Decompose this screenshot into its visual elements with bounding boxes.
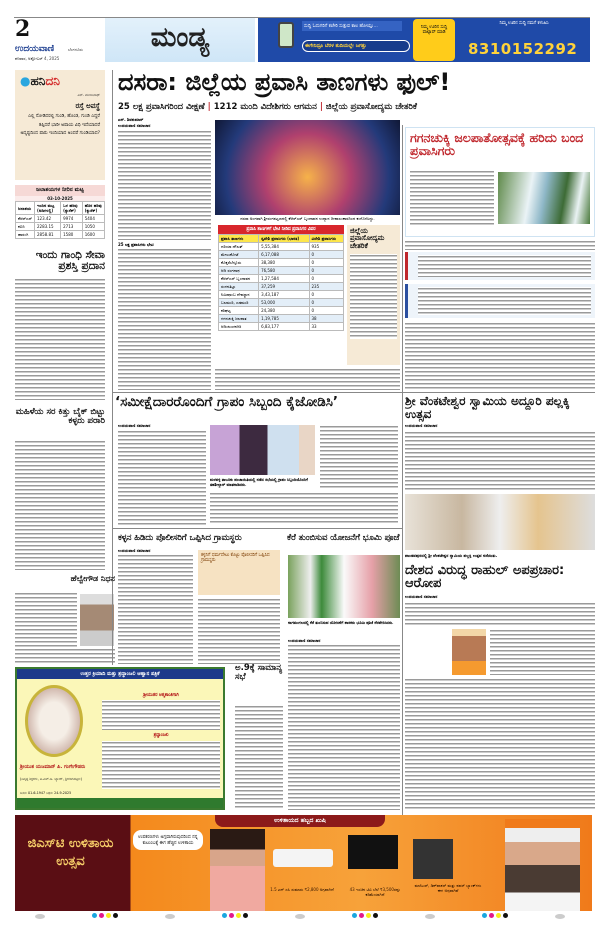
venkatesh-caption: ಪಾಂಡವಪುರದಲ್ಲಿ ಶ್ರೀ ವೆಂಕಟೇಶ್ವರ ಸ್ವಾಮಿಯ ಪಲ್ಲಕ್ಕಿ ಉತ್ಸವ ನಡೆಯಿತು. — [405, 553, 498, 559]
table-row — [219, 307, 344, 315]
table-cell: 24,380 — [259, 307, 309, 315]
gagan-body2 — [405, 240, 595, 250]
palanquin-photo — [405, 494, 595, 550]
table-cell: 76,580 — [259, 267, 309, 275]
ad-right-text: ನಿಮ್ಮ ಊರಿನ ಸುದ್ದಿ ನಮಗೆ ಕಳುಹಿಸಿ — [499, 21, 549, 26]
whatsapp-ad — [258, 18, 590, 62]
logo-dani: ದನಿ — [45, 74, 60, 88]
table-cell: 53,000 — [259, 299, 309, 307]
desk: ಉದಯವಾಣಿ ಸಮಾಚಾರ — [118, 548, 151, 553]
table-cell: ಕೆಆರ್‌ಎಸ್ — [16, 215, 35, 223]
tribute-ad — [15, 667, 225, 810]
table-cell: 2283.15 — [35, 223, 61, 231]
table-cell: 1050 — [82, 223, 104, 231]
survey-body-3 — [320, 425, 398, 490]
tourism-sidebox — [347, 225, 400, 365]
sub-2: 1212 ಮಂದಿ ವಿದೇಶಿಗರು ಆಗಮನ — [213, 102, 317, 112]
page-number: 2 — [15, 16, 31, 42]
deceased-name: ಶ್ರೀಯುತ ಯಜಮಾನ್ ಪಿ. ಗಂಗೇಗೌಡರು — [20, 764, 86, 770]
lake-headline: ಕೆರೆ ತುಂಬಿಸುವ ಯೋಜನೆಗೆ ಭೂಮಿ ಪೂಜೆ — [287, 532, 400, 542]
quote-box-2 — [405, 284, 595, 318]
gst-title: ಜಿಎಸ್‌ಟಿ ಉಳಿತಾಯ ಉತ್ಸವ — [27, 836, 114, 869]
table-cell: 38 — [309, 315, 343, 323]
tribute-footer — [17, 798, 223, 808]
desk: ಉದಯವಾಣಿ ಸಮಾಚಾರ — [118, 423, 151, 428]
ad-badge: ನಿಮ್ಮ ಊರಿನ ಸುದ್ದಿ ವಾಟ್ಸಾಪ್ ಮಾಡಿ — [413, 19, 455, 61]
paper-name: ಉದಯವಾಣಿ — [15, 44, 55, 54]
desk: ಉದಯವಾಣಿ ಸಮಾಚಾರ — [288, 638, 321, 643]
tourism-table — [218, 225, 344, 331]
obit-body2 — [15, 648, 115, 664]
gandhi-headline: ಇಂದು ಗಾಂಧಿ ಸೇವಾ ಪ್ರಶಸ್ತಿ ಪ್ರದಾನ — [35, 249, 105, 273]
main-caption: ದಸರಾ ಅಂಗವಾಗಿ ಶ್ರೀರಂಗಪಟ್ಟಣದಲ್ಲಿ ಕೆಆರ್‌ಎಸ್ ಬೃಂದಾವನ ಉದ್ಯಾನ ದೀಪಾಲಂಕಾರದಿಂದ ಕಂಗೊಳಿಸಿದ್ದು. — [240, 216, 375, 221]
tribute-heading: ಶ್ರೀಯುತರ ಆತ್ಮಶಾಂತಿಗಾಗಿ — [143, 693, 179, 698]
table-cell: 2713 — [61, 223, 83, 231]
table-cell: 37,259 — [259, 283, 309, 291]
ad-line1: ಸುದ್ದಿ ಓದುಗರಿಗೆ ಕಚೇರಿ ಸುತ್ತುವ ಕಾಲ ಹೋಯ್ತು... — [302, 21, 402, 31]
table-row — [219, 275, 344, 283]
section-title: ಮಂಡ್ಯ — [150, 22, 210, 53]
main-body-1 — [118, 130, 211, 240]
table-row — [219, 243, 344, 251]
gagan-body — [410, 170, 494, 225]
table-row — [219, 259, 344, 267]
gagan-box — [405, 127, 595, 237]
thief-body — [118, 554, 193, 664]
sub-1: 25 ಲಕ್ಷ ಪ್ರವಾಸಿಗರಿಂದ ವೀಕ್ಷಣೆ — [118, 102, 205, 112]
table-cell: ಗಗನಚುಕ್ಕಿ ಜಲಪಾತ — [219, 315, 259, 323]
edition: ಬೆಂಗಳೂರು — [68, 47, 83, 52]
main-body-3 — [215, 368, 400, 390]
meeting-headline: ಅ.9ಕ್ಕೆ ಸಾಮಾನ್ಯ ಸಭೆ — [235, 663, 283, 682]
logo-hani: ಹನಿ — [30, 74, 46, 88]
gagan-body3 — [405, 322, 595, 390]
tribute-text — [102, 700, 220, 730]
divider — [112, 392, 595, 393]
tourism-title: ಪ್ರವಾಸಿ ತಾಣಗಳಿಗೆ ಭೇಟಿ ನೀಡಿದ ಪ್ರವಾಸಿಗರ ವಿವರ — [218, 225, 344, 234]
table-row — [16, 231, 105, 239]
desk: ಉದಯವಾಣಿ ಸಮಾಚಾರ — [405, 594, 438, 600]
table-cell: ಕೊಕ್ಕರೆಬೆಳ್ಳೂರು — [219, 259, 259, 267]
table-cell: 935 — [309, 243, 343, 251]
column-header: ವಿದೇಶಿ ಪ್ರವಾಸಿಗರು — [309, 235, 343, 243]
rahul-story-photo — [452, 629, 486, 675]
ac-image — [273, 849, 333, 867]
table-row — [219, 291, 344, 299]
table-cell: 38,380 — [259, 259, 309, 267]
table-cell: 6,17,088 — [259, 251, 309, 259]
column-divider — [402, 125, 403, 885]
column-header: ಜಲಾಶಯ — [16, 202, 35, 215]
table-row — [219, 323, 344, 331]
table-cell: ಆದಿ ರಂಗನಾಥ — [219, 267, 259, 275]
desk: ಉದಯವಾಣಿ ಸಮಾಚಾರ — [118, 123, 151, 128]
gst-banner: ಉಳಿತಾಯದ ಹಬ್ಬದ ಖುಷಿ — [215, 815, 385, 827]
table-cell: 1,19,785 — [259, 315, 309, 323]
waterfall-photo — [498, 172, 590, 224]
bhoomi-puja-photo — [288, 555, 400, 618]
table-cell: 1600 — [82, 231, 104, 239]
table-cell: 3,43,187 — [259, 291, 309, 299]
pm-photo — [505, 819, 580, 911]
rahul-headline: ದೇಶದ ವಿರುದ್ಧ ರಾಹುಲ್ ಅಪಪ್ರಚಾರ: ಆರೋಪ — [405, 562, 565, 592]
table-cell: 0 — [309, 267, 343, 275]
divider — [112, 528, 402, 529]
thief-body-2 — [198, 598, 280, 664]
lake-caption: ನಾಗಮಂಗಲದಲ್ಲಿ ಕೆರೆ ತುಂಬಿಸುವ ಯೋಜನೆಗೆ ಶಾಸಕರು ಭೂಮಿ ಪೂಜೆ ನೆರವೇರಿಸಿದರು. — [288, 620, 394, 625]
sidebox-title: ಜಿಲ್ಲೆಯ ಪ್ರವಾಸೋದ್ಯಮ ಚೇತರಿಕೆ — [350, 227, 385, 250]
rahul-photo-row — [405, 629, 595, 675]
table-cell: ಕೆಆರ್‌ಎಸ್ ಬೃಂದಾವನ — [219, 275, 259, 283]
section-banner — [105, 18, 255, 62]
desk: ಉದಯವಾಣಿ ಸಮಾಚಾರ — [405, 423, 438, 429]
ad-phone: 8310152292 — [468, 40, 578, 58]
table-cell: ಕಬಿನಿ — [16, 223, 35, 231]
main-headline: ದಸರಾ: ಜಿಲ್ಲೆಯ ಪ್ರವಾಸಿ ತಾಣಗಳು ಫುಲ್! — [118, 68, 451, 96]
table-cell: ಹಾರಂಗಿ — [16, 231, 35, 239]
main-body-2 — [118, 248, 211, 390]
venkatesh-body — [405, 431, 595, 491]
column-header: ಒಳ ಹರಿವು (ಕ್ಯುಸೆಕ್) — [61, 202, 83, 215]
survey-body-2 — [210, 492, 398, 525]
drop-icon: ● — [20, 74, 31, 88]
table-cell: 0 — [309, 251, 343, 259]
table-cell: ನಿಮಿಷಾಂಬ ದೇವಸ್ಥಾನ — [219, 291, 259, 299]
gst-item-tv: 43 ಇಂಚಿನ ಟಿವಿ ಬೆಲೆ ₹3,500ರಷ್ಟು ಕಡಿಮೆಯಾಗಿದೆ — [349, 887, 401, 897]
table-cell: 0 — [309, 275, 343, 283]
table-row — [16, 223, 105, 231]
table-cell: 0 — [309, 259, 343, 267]
rahul-body-2 — [490, 629, 595, 675]
meeting-body — [235, 705, 283, 810]
tribute-text-2 — [102, 741, 220, 789]
chain-body — [15, 440, 105, 570]
column-header: ಇಂದಿನ ಮಟ್ಟ (ಅಡಿಗಳಲ್ಲಿ) — [35, 202, 61, 215]
gst-quote: ಉಪಕರಣಗಳು ಅಗ್ಗವಾಗಿರುವುದರಿಂದ ನನ್ನ ಕುಟುಂಬಕ್ಕೆ ಈಗ ಹೆಚ್ಚಿನ ಉಳಿತಾಯ — [133, 830, 203, 850]
sub-3: ಜಿಲ್ಲೆಯ ಪ್ರವಾಸೋದ್ಯಮ ಚೇತರಿಕೆ — [325, 102, 418, 112]
meeting-photo — [210, 425, 315, 475]
chain-headline: ಮಹಿಳೆಯ ಸರ ಕಿತ್ತು ಬೈಕ್ ಬಿಟ್ಟು ಕಳ್ಳರು ಪರಾರಿ — [15, 407, 105, 426]
table-cell: ಆದಿಚುಂಚನಗಿರಿ — [219, 323, 259, 331]
author: ಎನ್. ಮಂಜುನಾಥ್ — [77, 93, 100, 97]
table-cell: 5404 — [82, 215, 104, 223]
column-header: ಪ್ರವಾಸಿ ತಾಣಗಳು — [219, 235, 259, 243]
table-cell: 9974 — [61, 215, 83, 223]
reservoir-table — [15, 185, 105, 239]
thief-highlight-box: ಕಳ್ಳನಿಗೆ ಧರ್ಮದೇಟು ಕೊಟ್ಟು ಪೊಲೀಸರಿಗೆ ಒಪ್ಪಿಸಿದ ಗ್ರಾಮಸ್ಥರು — [198, 550, 280, 595]
reservoir-date: 03-10-2025 — [15, 196, 105, 201]
tribute-title: ಉತ್ತರ ಕ್ರಿಯಾದಿ ಮತ್ತು ಶ್ರದ್ಧಾಂಜಲಿ ಆಹ್ವಾನ ಪತ್ರಿಕೆ — [17, 669, 223, 679]
hani-dani-box — [15, 70, 105, 180]
dishwasher-image — [413, 839, 453, 879]
phone-icon — [278, 22, 294, 48]
gst-item-monitor: ಮಾನಿಟರ್, ಡಿಶ್‌ವಾಶರ್ ಮತ್ತು ಪವರ್ ಬ್ಯಾಂಕ್‌ಗಳು ಈಗ ಅಗ್ಗವಾಗಿವೆ — [414, 883, 482, 893]
table-row — [219, 267, 344, 275]
column-header: ಸ್ವದೇಶಿ ಪ್ರವಾಸಿಗರು (ಭಾರತ) — [259, 235, 309, 243]
obit-photo — [80, 594, 114, 646]
table-cell: ಮೇಲುಕೋಟೆ — [219, 251, 259, 259]
obit-body — [15, 592, 77, 647]
survey-body-1 — [118, 430, 206, 525]
gst-item-ac: 1.5 ಟನ್ ಎಸಿ ಸುಮಾರು ₹2,800 ಅಗ್ಗವಾಗಿದೆ — [270, 887, 334, 892]
table-cell: 0 — [309, 307, 343, 315]
table-row — [219, 283, 344, 291]
rahul-body-3 — [405, 678, 595, 810]
deceased-dates: ಜನನ: 01-6-1947 ನಿಧನ: 24-9-2025 — [20, 791, 72, 795]
byline: ಎನ್. ಶಿವಕುಮಾರ್ — [118, 117, 144, 122]
table-cell: ದರಿಯಾ ದೌಲತ್ — [219, 243, 259, 251]
table-cell: 1,27,584 — [259, 275, 309, 283]
table-cell: 0 — [309, 299, 343, 307]
table-cell: ರಂಗನತಿಟ್ಟು — [219, 283, 259, 291]
obit-headline: ಹೆಲ್ವೇಗೌಡ ನಿಧನ — [70, 574, 115, 583]
poem-body: ಎಲ್ಲಿ ನೋಡಿದರಲ್ಲಿ ಗುಂಡಿ, ಹೊಂಡ, ಗುಂಡಿ ಎದ್ದರೆ ತಪ್ಪಿದರೆ ಭಾರೀ ಅಪಾಯ ವಿಧಿ ಇದೆಯಾದರೆ ಅದೃಷ್ಟದಿಂದ ಪಾರು ಇಂದಿಯಾದ ಅಂದರೆ ಗುಂಡಿಯಾದ? — [20, 114, 100, 137]
deceased-details: (ನಿವೃತ್ತ ಶಿಕ್ಷಕರು, ಪಿ.ಎಲ್.ಡಿ. ಬ್ಯಾಂಕ್, ಶ್ರೀರಂಗಪಟ್ಟಣ) — [20, 777, 82, 781]
table-cell: 123.42 — [35, 215, 61, 223]
table-cell: 0 — [309, 291, 343, 299]
table-cell: 2858.81 — [35, 231, 61, 239]
gst-ad — [15, 815, 592, 911]
quote-box-1 — [405, 252, 595, 280]
thief-headline: ಕಳ್ಳನ ಹಿಡಿದು ಪೊಲೀಸರಿಗೆ ಒಪ್ಪಿಸಿದ ಗ್ರಾಮಸ್ಥರು — [118, 532, 242, 542]
right-column-lower — [405, 395, 595, 810]
table-row — [16, 215, 105, 223]
poem-title: ರಸ್ತೆ ಅವಸ್ಥೆ — [75, 102, 100, 110]
table-cell: 6,83,177 — [259, 323, 309, 331]
table-row — [219, 299, 344, 307]
table-cell: 1580 — [61, 231, 83, 239]
venkatesh-headline: ಶ್ರೀ ವೆಂಕಟೇಶ್ವರ ಸ್ವಾಮಿಯ ಅದ್ದೂರಿ ಪಲ್ಲಕ್ಕಿ ಉತ್ಸವ — [405, 395, 570, 421]
date: ಶನಿವಾರ, ಅಕ್ಟೋಬರ್ 4, 2025 — [15, 56, 60, 61]
sidebox-body — [350, 254, 397, 339]
main-subheadline: 25 ಲಕ್ಷ ಪ್ರವಾಸಿಗರಿಂದ ವೀಕ್ಷಣೆ | 1212 ಮಂದಿ ವಿದೇಶಿಗರು ಆಗಮನ | ಜಿಲ್ಲೆಯ ಪ್ರವಾಸೋದ್ಯಮ ಚೇತರಿಕೆ — [118, 102, 418, 112]
tribute-heading-2: ಶ್ರದ್ಧಾಂಜಲಿ — [153, 733, 169, 738]
print-registration-marks — [0, 913, 600, 921]
table-cell: ಕರಿಘಟ್ಟ — [219, 307, 259, 315]
ad-line2: ಈಗೇನಿದ್ರೂ ಬೆರಳ ತುದಿಯಲ್ಲೇ ಜಗತ್ತು — [302, 40, 410, 52]
table-cell: 235 — [309, 283, 343, 291]
portrait-photo — [25, 685, 83, 757]
lake-body — [288, 644, 400, 810]
tv-image — [348, 835, 398, 869]
brindavan-photo — [215, 120, 400, 215]
table-row — [219, 315, 344, 323]
gandhi-body — [15, 278, 105, 400]
survey-headline: ‘ಸಮೀಕ್ಷೆದಾರರೊಂದಿಗೆ ಗ್ರಾಪಂ ಸಿಬ್ಬಂದಿ ಕೈಜೋಡಿಸಿ’ — [115, 394, 339, 410]
reservoir-title: ಜಲಾಶಯಗಳ ನೀರಿನ ಮಟ್ಟ — [15, 185, 105, 196]
gagan-headline: ಗಗನಚುಕ್ಕಿ ಜಲಪಾತೋತ್ಸವಕ್ಕೆ ಹರಿದು ಬಂದ ಪ್ರವಾಸಿಗರು — [410, 130, 584, 159]
table-row — [219, 251, 344, 259]
woman-photo — [210, 829, 265, 911]
table-cell: ಬಲಮುರಿ, ಎಡಮುರಿ — [219, 299, 259, 307]
rahul-body-1 — [405, 602, 595, 626]
column-header: ಹೊರ ಹರಿವು (ಕ್ಯುಸೆಕ್) — [82, 202, 104, 215]
survey-caption: ಮಳವಳ್ಳಿ ತಾಲೂಕು ಪಂಚಾಯಿತಿಯಲ್ಲಿ ನಡೆದ ಸಭೆಯಲ್ಲಿ ಗ್ರಾಪಂ ಸಿಬ್ಬಂದಿಯೊಂದಿಗೆ ತಹಶೀಲ್ದಾರ್ ಮಾತನಾಡಿದರು. — [210, 477, 308, 487]
main-subhead: 25 ಲಕ್ಷ ಪ್ರವಾಸಿಗರು ಭೇಟಿ — [118, 242, 154, 247]
table-cell: 5,55,384 — [259, 243, 309, 251]
table-cell: 33 — [309, 323, 343, 331]
